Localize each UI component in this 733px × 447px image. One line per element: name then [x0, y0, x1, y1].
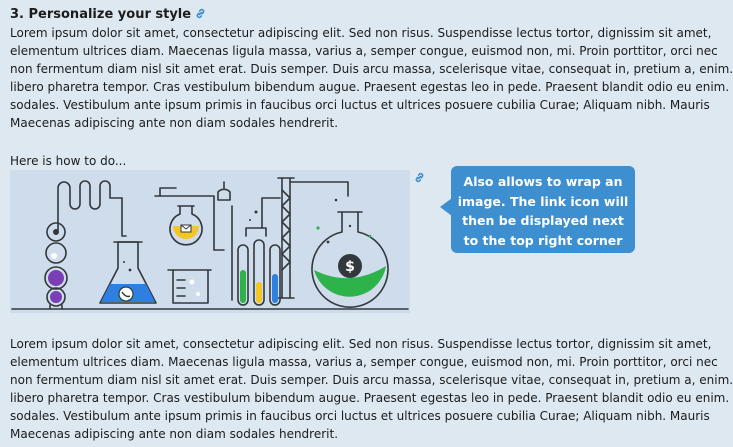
info-callout — [451, 166, 635, 253]
svg-text:$: $ — [345, 259, 355, 275]
paragraph-line: elementum ultrices diam. Maecenas ligula massa, varius a, semper congue, euismod non, mi. Proin porttitor, orci nec — [10, 44, 718, 59]
callout-line: image. The link icon will — [457, 193, 629, 209]
paragraph-line: sodales. Vestibulum ante ipsum primis in faucibus orci luctus et ultrices posuere cubilia Curae; Aliquam nibh. Mauris — [10, 98, 710, 113]
paragraph-line: elementum ultrices diam. Maecenas ligula massa, varius a, semper congue, euismod non, mi. Proin porttitor, orci nec — [10, 355, 718, 370]
paragraph-line: non fermentum diam nisl sit amet erat. Duis semper. Duis arcu massa, scelerisque vitae, consequat in, pretium a, enim. — [10, 373, 733, 388]
callout-line: Also allows to wrap an — [463, 174, 623, 189]
paragraph-line: sodales. Vestibulum ante ipsum primis in faucibus orci luctus et ultrices posuere cubilia Curae; Aliquam nibh. Mauris — [10, 409, 710, 424]
callout-line: then be displayed next — [462, 213, 624, 228]
paragraph-line: libero pharetra tempor. Cras vestibulum bibendum augue. Praesent egestas leo in pede. Praesent blandit odio eu enim. — [10, 391, 730, 406]
figure-link-icon[interactable] — [414, 168, 425, 187]
paragraph-line: non fermentum diam nisl sit amet erat. Duis semper. Duis arcu massa, scelerisque vitae, consequat in, pretium a, enim. — [10, 62, 733, 77]
paragraph-line: libero pharetra tempor. Cras vestibulum bibendum augue. Praesent egestas leo in pede. Praesent blandit odio eu enim. — [10, 80, 730, 95]
paragraph-line: Maecenas adipiscing ante non diam sodales hendrerit. — [10, 427, 339, 442]
lab-svg — [10, 170, 410, 313]
paragraph-2 — [10, 335, 733, 444]
laboratory-illustration — [10, 170, 410, 313]
paragraph-line: Maecenas adipiscing ante non diam sodales hendrerit. — [10, 116, 339, 131]
paragraph-line: Lorem ipsum dolor sit amet, consectetur adipiscing elit. Sed non risus. Suspendisse lectus tortor, dignissim sit amet, — [10, 26, 712, 40]
section-heading — [10, 6, 206, 24]
intro-text: Here is how to do... — [10, 154, 127, 168]
paragraph-1 — [10, 24, 733, 133]
callout-line: to the top right corner — [463, 232, 623, 248]
paragraph-line: Lorem ipsum dolor sit amet, consectetur adipiscing elit. Sed non risus. Suspendisse lectus tortor, dignissim sit amet, — [10, 337, 712, 351]
link-icon[interactable] — [195, 7, 206, 25]
section-title: 3. Personalize your style — [10, 7, 192, 22]
